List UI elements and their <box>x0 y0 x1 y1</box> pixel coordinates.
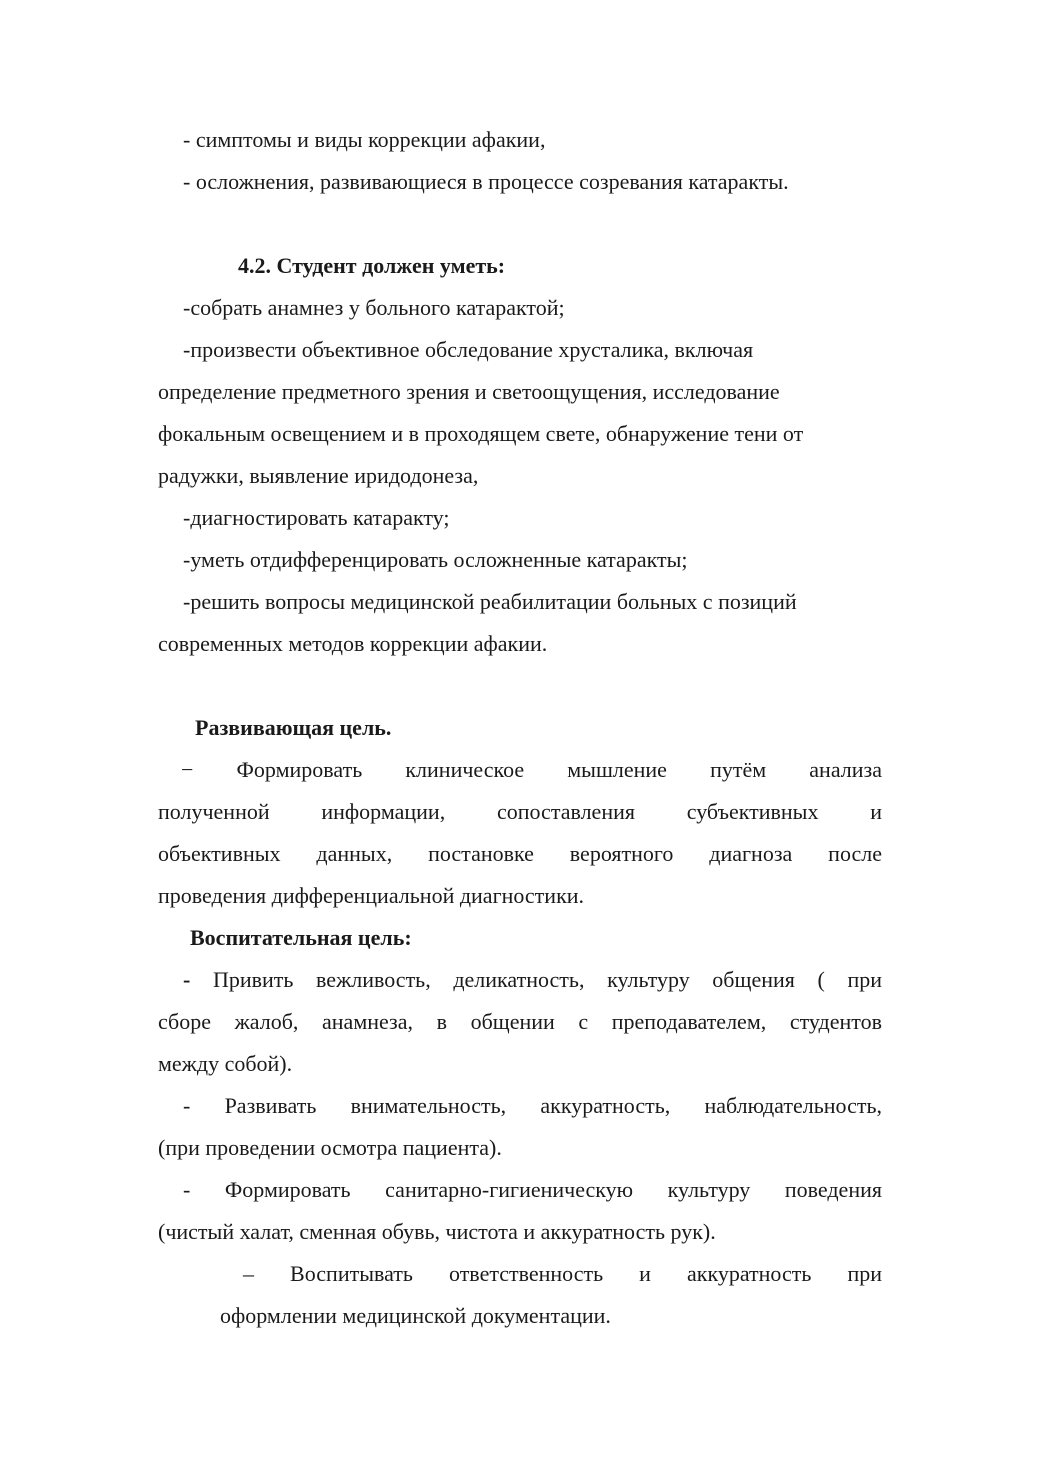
developing-goal-line: − Формировать клиническое мышление путём анализа <box>181 757 882 782</box>
educational-item-politeness-line: сборе жалоб, анамнеза, в общении с преподавателем, студентов <box>158 1009 882 1034</box>
list-item-aphakia: - симптомы и виды коррекции афакии, <box>183 127 546 152</box>
bold-dash: - <box>183 967 191 992</box>
skill-item-rehab-line: -решить вопросы медицинской реабилитации больных с позиций <box>183 589 797 614</box>
list-item-complications: - осложнения, развивающиеся в процессе созревания катаракты. <box>183 169 789 194</box>
document-page <box>158 119 882 1337</box>
educational-item-responsibility-line: – Воспитывать ответственность и аккуратность при <box>243 1261 882 1286</box>
developing-goal-line: полученной информации, сопоставления субъективных и <box>158 799 882 824</box>
educational-item-hygiene-line: - Формировать санитарно-гигиеническую культуру поведения <box>183 1177 882 1202</box>
spacer <box>158 203 882 245</box>
developing-goal-line: проведения дифференциальной диагностики. <box>158 883 585 908</box>
section-heading-educational-goal: Воспитательная цель: <box>190 925 412 950</box>
educational-item-responsibility <box>158 1253 882 1337</box>
educational-item-attentiveness-line: - Развивать внимательность, аккуратность, наблюдательность, <box>183 1093 882 1118</box>
educational-item-politeness-line: между собой). <box>158 1051 293 1076</box>
educational-item-hygiene-line: (чистый халат, сменная обувь, чистота и аккуратность рук). <box>158 1219 716 1244</box>
skill-item-exam-line: -произвести объективное обследование хрусталика, включая <box>183 337 754 362</box>
developing-goal-line: объективных данных, постановке вероятного диагноза после <box>158 841 882 866</box>
section-heading-skills: 4.2. Студент должен уметь: <box>238 253 506 278</box>
section-heading-developing-goal: Развивающая цель. <box>195 715 392 740</box>
skill-item-rehab-line: современных методов коррекции афакии. <box>158 631 548 656</box>
skill-item-exam-line: фокальным освещением и в проходящем свете, обнаружение тени от <box>158 421 804 446</box>
skill-item-diagnose: -диагностировать катаракту; <box>183 505 450 530</box>
skill-item-anamnesis: -собрать анамнез у больного катарактой; <box>183 295 565 320</box>
educational-item-attentiveness-line: (при проведении осмотра пациента). <box>158 1135 502 1160</box>
skill-item-exam-line: радужки, выявление иридодонеза, <box>158 463 479 488</box>
educational-item-text: Привить вежливость, деликатность, культуру общения ( при <box>190 967 882 992</box>
skill-item-exam-line: определение предметного зрения и светоощущения, исследование <box>158 379 780 404</box>
skill-item-differentiate: -уметь отдифференцировать осложненные катаракты; <box>183 547 688 572</box>
spacer <box>158 665 882 707</box>
educational-item-responsibility-line: оформлении медицинской документации. <box>220 1303 611 1328</box>
educational-item-politeness-line <box>158 959 882 1001</box>
